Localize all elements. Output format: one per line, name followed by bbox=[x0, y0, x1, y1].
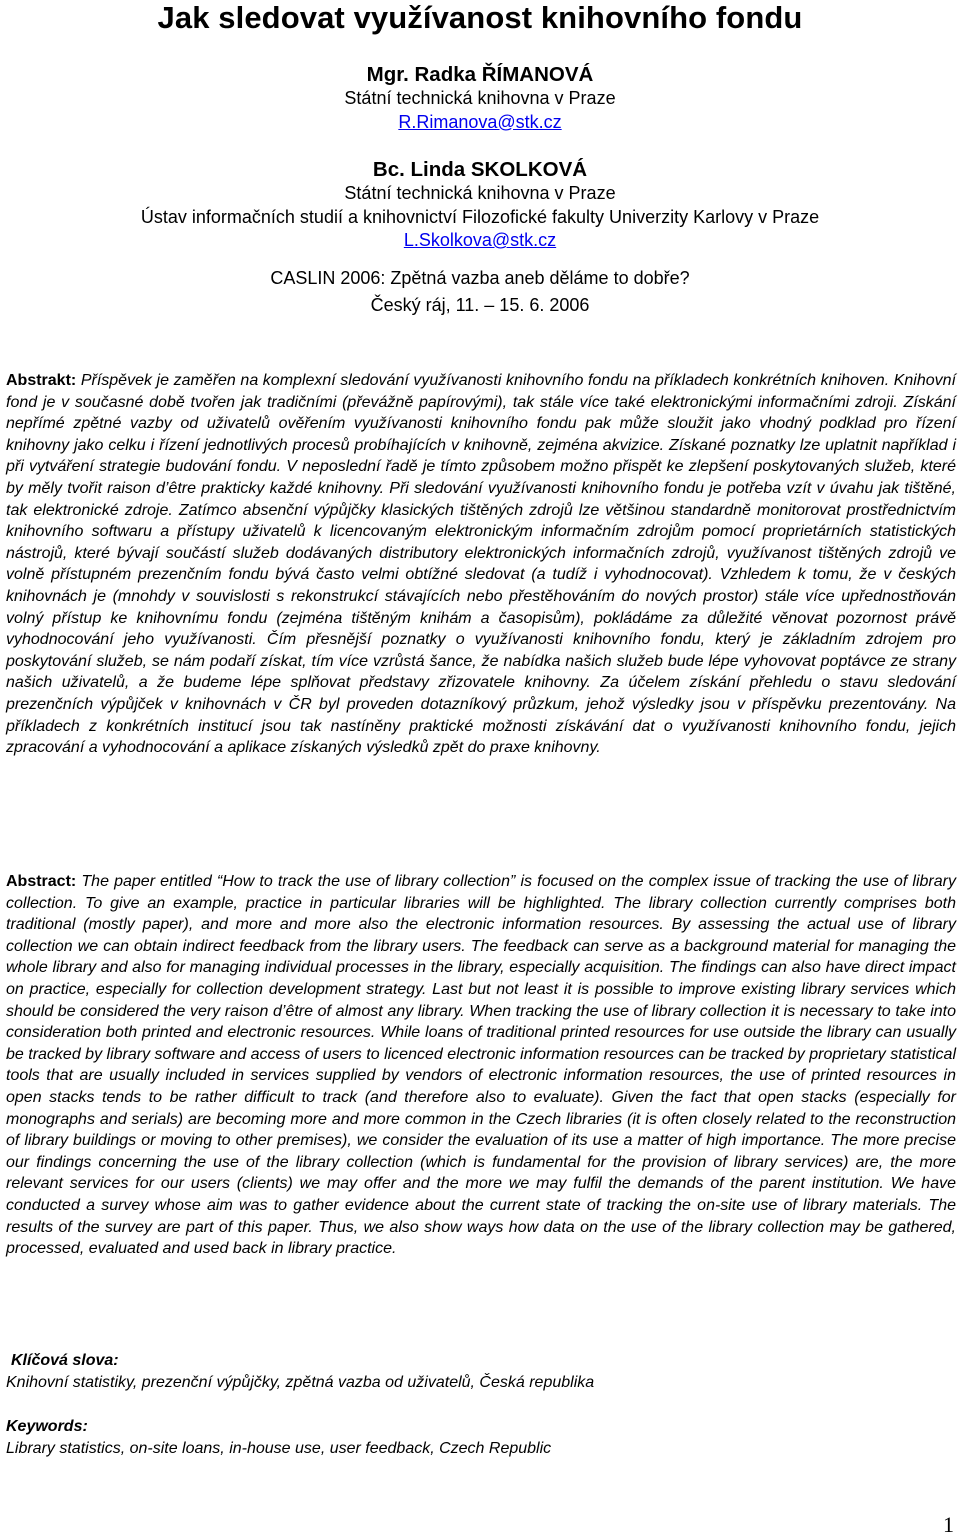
conference-place-date: Český ráj, 11. – 15. 6. 2006 bbox=[370, 294, 590, 315]
abstract-en-label: Abstract: bbox=[6, 873, 77, 890]
keywords-en bbox=[6, 1416, 956, 1459]
author-affiliation: Ústav informačních studií a knihovnictví Filozofické fakulty Univerzity Karlovy v Praze bbox=[140, 206, 820, 227]
keywords-en-label: Keywords: bbox=[6, 1418, 88, 1435]
author-affiliation: Státní technická knihovna v Praze bbox=[344, 88, 616, 108]
keywords-cz-text: Knihovní statistiky, prezenční výpůjčky, zpětná vazba od uživatelů, Česká republika bbox=[6, 1373, 595, 1391]
abstract-en-text: The paper entitled “How to track the use of library collection” is focused on the complex issue of tracking the use of library collection. To give an example, practice in particular libraries will be highlighted. The library collection currently comprises both traditional (mostly paper), and more and more also the electronic information resources. By assessing the actual use of library collection we can obtain indirect feedback from the library users. The feedback can serve as a background material for managing the whole library and also for managing individual processes in the library, especially acquisition. The findings can also have direct impact on practice, especially for collection development strategy. Last but not least it is possible to improve existing library services which should be considered the very raison d’être of almost any library. When tracking the use of library collection it is necessary to take into consideration both printed and electronic resources. While loans of traditional printed resources for use outside the library can usually be tracked by library software and access of users to licenced electronic information resources can be tracked by proprietary statistical tools that are usually included in services supplied by vendors of electronic information resources, the use of printed resources in open stacks tends to be rather difficult to track (and therefore also to evaluate). Given the fact that open stacks (especially for monographs and serials) are becoming more and more common in the Czech libraries (it is often closely related to the reconstruction of library buildings or moving to other premises), we consider the evaluation of its use a matter of high importance. The more precise our findings concerning the use of the library collection (which is fundamental for the provision of library services) are, the more relevant services for our users (clients) we may offer and the more we may fulfil the demands of the parent institution. We have conducted a survey whose aim was to gather evidence about the current state of tracking the on-site use of library materials. The results of the survey are part of this paper. Thus, we also show ways how data on the use of the library collection may be gathered, processed, evaluated and used back in library practice. bbox=[6, 873, 956, 1258]
abstract-en bbox=[6, 871, 956, 1260]
author-affiliation: Státní technická knihovna v Praze bbox=[344, 183, 616, 203]
author-email-link[interactable]: L.Skolkova@stk.cz bbox=[403, 230, 557, 250]
paper-title: Jak sledovat využívanost knihovního fondu bbox=[157, 0, 803, 35]
author-name: Bc. Linda SKOLKOVÁ bbox=[372, 158, 588, 181]
abstract-cz-text: Příspěvek je zaměřen na komplexní sledování využívanosti knihovního fondu na příkladech konkrétních knihoven. Knihovní fond je v současné době tvořen jak tradičními (převážně papírovými), tak stále více také elektronickými informačními zdroji. Získání nepřímé zpětné vazby od uživatelů ověřením využívanosti knihovního fondu pak může sloužit jako vhodný podklad pro řízení knihovny jako celku i řízení jednotlivých procesů probíhajících v knihovně, zejména akvizice. Získané poznatky lze uplatnit například i při vytváření strategie budování fondu. V neposlední řadě je tímto způsobem možno přispět ke zlepšení poskytovaných služeb, které by měly tvořit raison d’être prakticky každé knihovny. Při sledování využívanosti knihovního fondu je potřeba vzít v úvahu jak tištěné, tak elektronické zdroje. Zatímco absenční výpůjčky klasických tištěných zdrojů lze většinou standardně monitorovat prostřednictvím knihovního softwaru a přístupy uživatelů k licencovaným elektronickým informačním zdrojům pomocí proprietárních statistických nástrojů, které bývají součástí služeb dodávaných distributory elektronických informačních zdrojů, využívanost tištěných zdrojů ve volně přístupném prezenčním fondu bývá často velmi obtížné sledovat (a tudíž i vyhodnocovat). Vzhledem k tomu, že v českých knihovnách je (mnohdy v souvislosti s rekonstrukcí stávajících nebo přestěhováním do nových prostor) stále více upřednostňován volný přístup ke knihovnímu fondu (zejména tištěným knihám a časopisům), pokládáme za důležité věnovat pozornost právě vyhodnocování jeho využívanosti. Čím přesnější poznatky o využívanosti knihovního fondu, který je základním zdrojem pro poskytování služeb, se nám podaří získat, tím více vzrůstá šance, že nabídka našich služeb bude lépe vyhovovat poptávce ze strany našich uživatelů, a že budeme lépe splňovat představy zřizovatele knihovny. Za účelem získání přehledu o stavu sledování prezenčních výpůjček v knihovnách v ČR byl proveden dotazníkový průzkum, jehož výsledky jsou v příspěvku prezentovány. Na příkladech z konkrétních institucí jsou tak nastíněny praktické možnosti získávání dat o využívanosti knihovního fondu, jejich zpracování a vyhodnocování a aplikace získaných výsledků zpět do praxe knihovny. bbox=[6, 372, 956, 757]
abstract-cz-label: Abstrakt: bbox=[6, 372, 77, 389]
paper-header bbox=[0, 62, 960, 319]
author-email-link[interactable]: R.Rimanova@stk.cz bbox=[398, 111, 562, 132]
keywords-cz bbox=[6, 1350, 956, 1393]
spacer bbox=[0, 134, 960, 157]
abstract-cz bbox=[6, 370, 956, 759]
conference-name: CASLIN 2006: Zpětná vazba aneb děláme to dobře? bbox=[270, 267, 690, 288]
keywords-cz-label: Klíčová slova: bbox=[11, 1352, 119, 1369]
keywords-en-text: Library statistics, on-site loans, in-house use, user feedback, Czech Republic bbox=[6, 1439, 552, 1457]
page-number: 1 bbox=[943, 1512, 954, 1537]
author-name: Mgr. Radka ŘÍMANOVÁ bbox=[366, 63, 594, 86]
